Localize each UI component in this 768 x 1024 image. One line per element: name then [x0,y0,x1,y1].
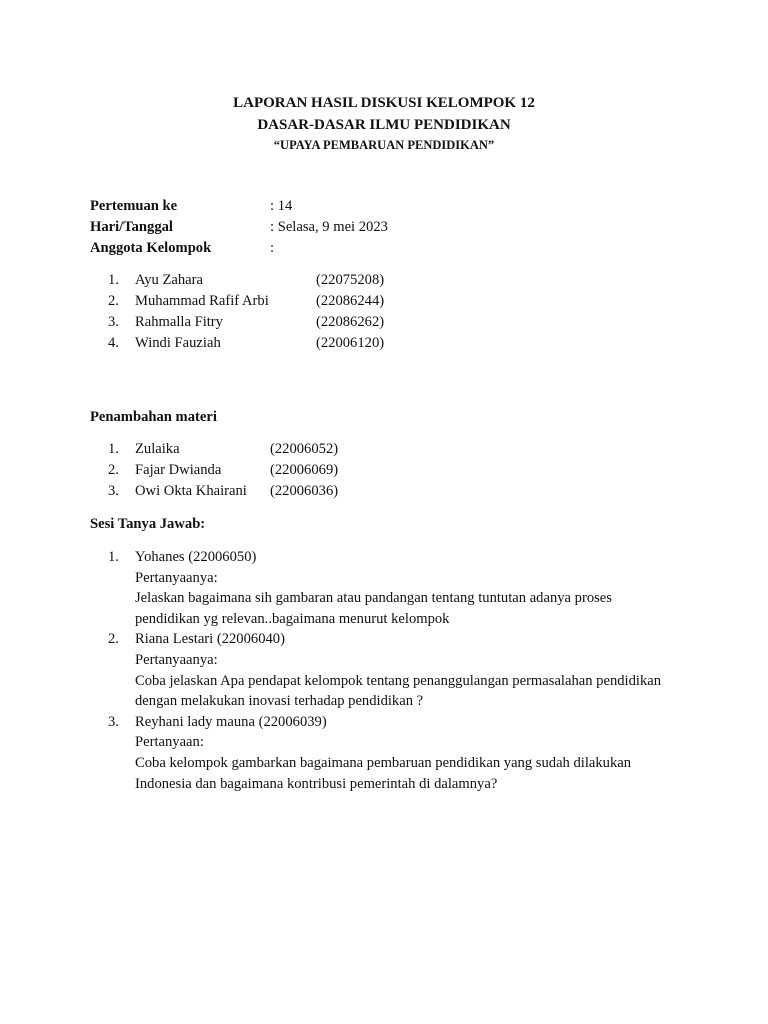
qa-list [108,547,668,794]
member-nim: (22075208) [316,272,385,288]
member-nim: (22006120) [316,335,385,351]
qa-asker: Reyhani lady mauna (22006039) [135,713,327,730]
list-number: 1. [108,272,119,288]
addition-name: Fajar Dwianda [135,462,222,478]
list-number: 3. [108,713,119,730]
member-name: Muhammad Rafif Arbi [135,293,269,309]
qa-heading: Sesi Tanya Jawab: [90,516,206,532]
qa-label: Pertanyaanya: [135,651,218,668]
list-item [108,312,384,333]
members-row [90,238,388,259]
list-number: 2. [108,462,119,478]
addition-nim: (22006052) [270,441,339,457]
qa-item [108,712,668,794]
date-value: : Selasa, 9 mei 2023 [270,219,388,235]
list-item [108,439,338,460]
course-title: DASAR-DASAR ILMU PENDIDIKAN [257,117,511,133]
addition-name: Zulaika [135,441,180,457]
additions-list [108,439,338,502]
qa-body [135,712,668,794]
meeting-label: Pertemuan ke [90,198,178,214]
qa-asker: Riana Lestari (22006040) [135,631,285,648]
topic-subtitle: “UPAYA PEMBARUAN PENDIDIKAN” [273,138,495,152]
list-number: 1. [108,549,119,565]
qa-body [135,629,668,711]
qa-label: Pertanyaanya: [135,569,218,586]
members-label: Anggota Kelompok [90,240,212,256]
qa-item [108,629,668,711]
member-nim: (22086244) [316,293,385,309]
addition-name: Owi Okta Khairani [135,483,247,499]
list-item [108,333,384,354]
qa-question: Coba kelompok gambarkan bagaimana pembaruan pendidikan yang sudah dilakukan Indonesia dan bagaimana kontribusi pemerintah di dalamnya? [135,754,632,792]
list-number: 2. [108,293,119,309]
addition-nim: (22006036) [270,483,339,499]
members-value: : [270,240,275,256]
meeting-info [90,196,388,259]
member-name: Windi Fauziah [135,335,221,351]
list-item [108,460,338,481]
list-item [108,270,384,291]
additions-heading: Penambahan materi [90,409,217,425]
date-label: Hari/Tanggal [90,219,173,235]
qa-body [135,547,668,629]
qa-asker: Yohanes (22006050) [135,549,257,565]
report-title: LAPORAN HASIL DISKUSI KELOMPOK 12 [233,95,535,111]
list-item [108,291,384,312]
member-list [108,270,384,354]
list-item [108,481,338,502]
qa-question: Coba jelaskan Apa pendapat kelompok tentang penanggulangan permasalahan pendidikan dengan melakukan inovasi terhadap pendidikan ? [135,672,662,710]
member-name: Ayu Zahara [135,272,203,288]
qa-label: Pertanyaan: [135,734,204,751]
member-nim: (22086262) [316,314,385,330]
meeting-row [90,196,388,217]
list-number: 3. [108,483,119,499]
list-number: 3. [108,314,119,330]
list-number: 1. [108,441,119,457]
qa-question: Jelaskan bagaimana sih gambaran atau pandangan tentang tuntutan adanya proses pendidikan yg relevan..bagaimana menurut kelompok [135,590,612,627]
addition-nim: (22006069) [270,462,339,478]
document-title-block [0,92,768,154]
meeting-value: : 14 [270,198,293,214]
qa-item [108,547,668,629]
date-row [90,217,388,238]
member-name: Rahmalla Fitry [135,314,223,330]
list-number: 2. [108,631,119,648]
list-number: 4. [108,335,119,351]
